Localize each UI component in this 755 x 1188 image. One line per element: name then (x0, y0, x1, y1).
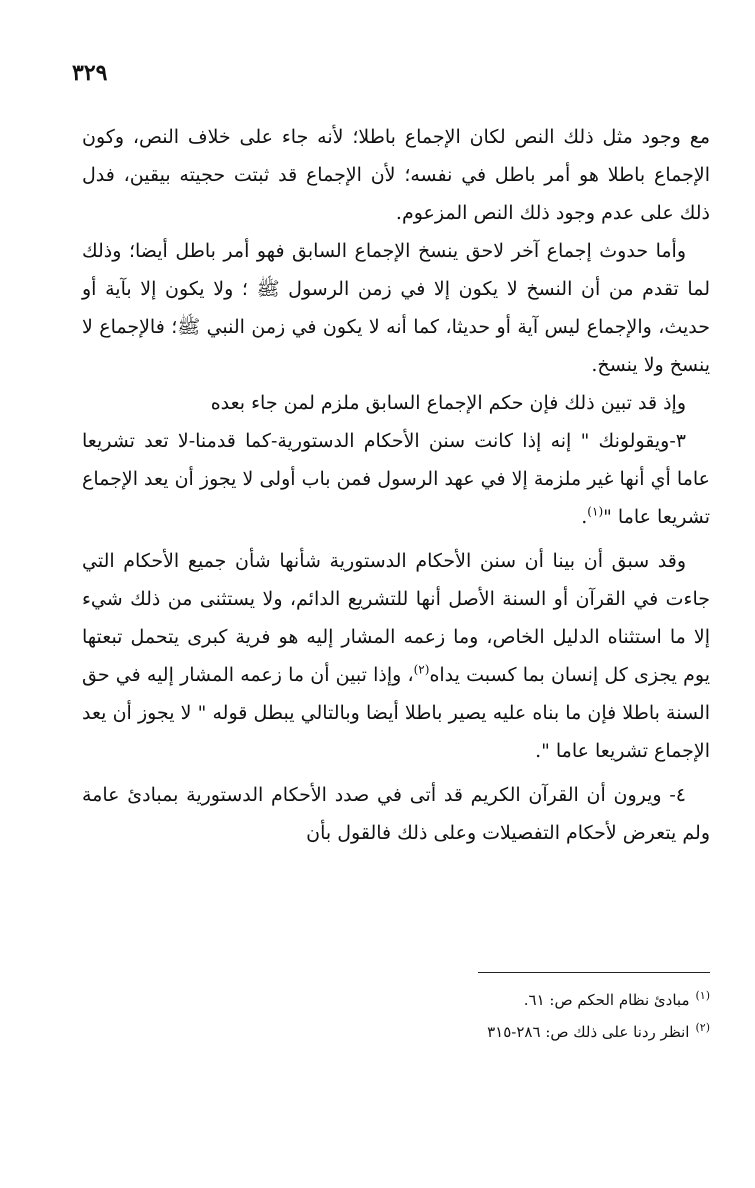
paragraph-5-text-after: ، وإذا تبين أن ما زعمه المشار إليه في حق السنة باطلا فإن ما بناه عليه يصير باطلا أيضا وبالتالي يبطل قوله " لا يجوز أن يعد الإجماع تشريعا عاما ". (82, 664, 710, 762)
footnote-2-text: انظر ردنا على ذلك ص: ٢٨٦-٣١٥ (487, 1023, 690, 1041)
paragraph-5-text-before: وقد سبق أن بينا أن سنن الأحكام الدستورية شأنها شأن جميع الأحكام التي جاءت في القرآن أو السنة الأصل أنها للتشريع الدائم، ولا يستثنى من ذلك شيء إلا ما استثناه الدليل الخاص، وما زعمه المشار إليه هو فرية كبرى يتحمل تبعتها يوم يجزى كل إنسان بما كسبت يداه (82, 550, 710, 686)
paragraph-6: ٤- ويرون أن القرآن الكريم قد أتى في صدد الأحكام الدستورية بمبادئ عامة ولم يتعرض لأحكام التفصيلات وعلى ذلك فالقول بأن (82, 784, 710, 844)
paragraph-5 (82, 542, 710, 770)
paragraph-4-text: ٣-ويقولونك " إنه إذا كانت سنن الأحكام الدستورية-كما قدمنا-لا تعد تشريعا عاما أي أنها غير ملزمة إلا في عهد الرسول فمن باب أولى لا يجوز أن يعد الإجماع تشريعا عاما " (82, 430, 710, 528)
paragraph-3: وإذ قد تبين ذلك فإن حكم الإجماع السابق ملزم لمن جاء بعده (210, 392, 686, 414)
footnotes (300, 984, 710, 1048)
footnote-ref-1[interactable]: (١) (587, 504, 604, 519)
paragraph-1: مع وجود مثل ذلك النص لكان الإجماع باطلا؛ لأنه جاء على خلاف النص، وكون الإجماع باطلا هو أمر باطل في نفسه؛ لأن الإجماع قد ثبتت حجيته بيقين، فدل ذلك على عدم وجود ذلك النص المزعوم. (82, 126, 710, 224)
body-text (82, 118, 710, 852)
paragraph-4: ٣-ويقولونك " إنه إذا كانت سنن الأحكام الدستورية-كما قدمنا-لا تعد تشريعا عاما أي أنها غير ملزمة إلا في عهد الرسول فمن باب أولى لا يجوز أن يعد الإجماع تشريعا عاما "$^{(١)}$. (82, 430, 710, 528)
footnote-2 (300, 1016, 710, 1048)
footnote-ref-2[interactable]: (٢) (413, 662, 430, 677)
paragraph-2: وأما حدوث إجماع آخر لاحق ينسخ الإجماع السابق فهو أمر باطل أيضا؛ وذلك لما تقدم من أن النسخ لا يكون إلا في زمن الرسول ﷺ ؛ ولا يكون إلا بآية أو حديث، والإجماع ليس آية أو حديثا، كما أنه لا يكون في زمن النبي ﷺ؛ فالإجماع لا ينسخ ولا ينسخ. (82, 240, 710, 376)
footnote-1-text: مبادئ نظام الحكم ص: ٦١. (523, 991, 690, 1009)
footnote-1 (300, 984, 710, 1016)
footnote-1-marker: (١) (695, 989, 710, 1002)
page-number: ٣٢٩ (72, 60, 108, 86)
footnote-2-marker: (٢) (695, 1021, 710, 1034)
footnote-divider (478, 972, 710, 973)
